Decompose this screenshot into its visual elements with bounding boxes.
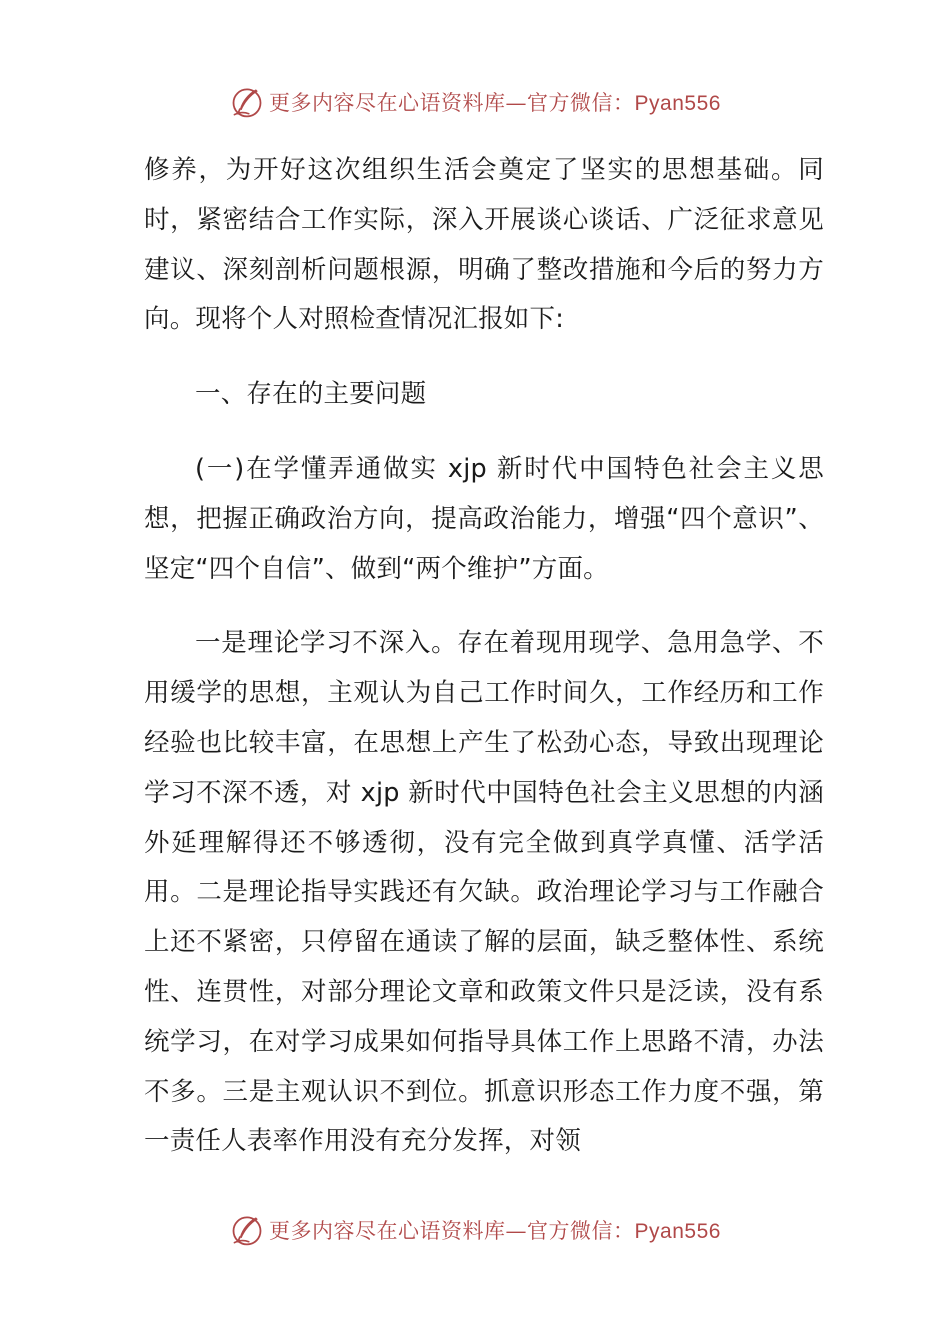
section-heading: 一、存在的主要问题 — [195, 379, 427, 410]
wechat-id: Pyan556 — [634, 92, 721, 115]
wechat-id: Pyan556 — [634, 1220, 721, 1243]
paragraph-issues: 一是理论学习不深入。存在着现用现学、急用急学、不用缓学的思想，主观认为自己工作时间久，工作经历和工作经验也比较丰富，在思想上产生了松劲心态，导致出现理论学习不深不透，对 xjp 新时代中国特色社会主义思想的内涵外延理解得还不够透彻，没有完全做到真学真懂、活学活用。二是理论指导实践还有欠缺。政治理论学习与工作融合上还不紧密，只停留在通读了解的层面，缺乏整体性、系统性、连贯性，对部分理论文章和政策文件只是泛读，没有系统学习，在对学习成果如何指导具体工作上思路不清，办法不多。三是主观认识不到位。抓意识形态工作力度不强，第一责任人表率作用没有充分发挥，对领 — [144, 628, 824, 1157]
quill-pen-icon — [229, 84, 265, 120]
subsection-heading: (一)在学懂弄通做实 xjp 新时代中国特色社会主义思想，把握正确政治方向，提高政治能力，增强“四个意识”、坚定“四个自信”、做到“两个维护”方面。 — [144, 453, 824, 584]
header-banner — [0, 82, 950, 122]
document-body — [144, 146, 824, 1167]
banner-text: 更多内容尽在心语资料库—官方微信：Pyan556 — [269, 1219, 721, 1243]
banner-text: 更多内容尽在心语资料库—官方微信：Pyan556 — [269, 91, 721, 115]
paragraph-intro: 修养，为开好这次组织生活会奠定了坚实的思想基础。同时，紧密结合工作实际，深入开展谈心谈话、广泛征求意见建议、深刻剖析问题根源，明确了整改措施和今后的努力方向。现将个人对照检查情况汇报如下: — [144, 155, 824, 335]
footer-banner — [0, 1210, 950, 1250]
quill-pen-icon — [229, 1212, 265, 1248]
